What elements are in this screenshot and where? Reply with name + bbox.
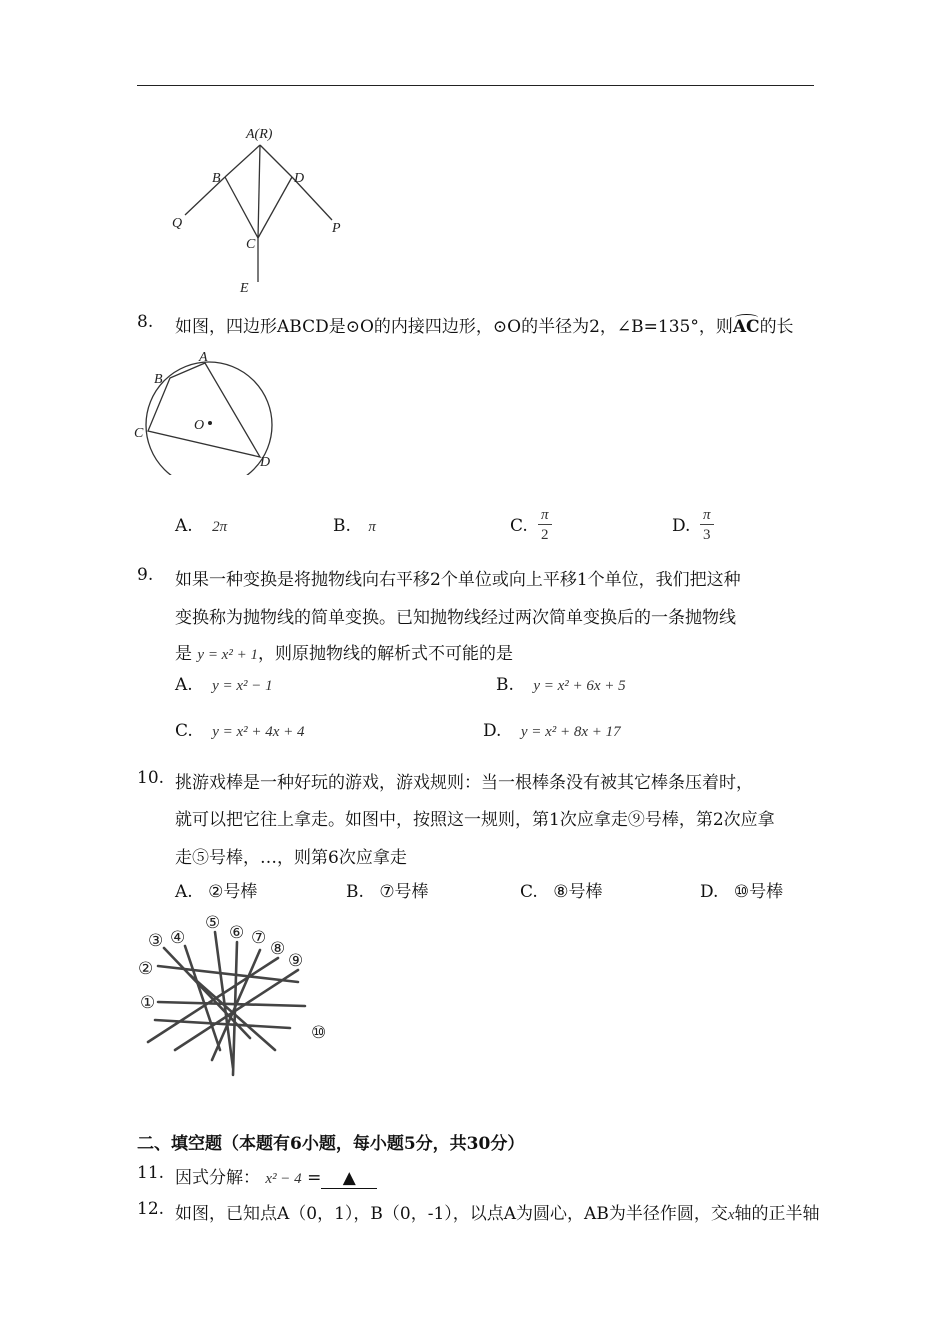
option-value: ⑧号棒 [553, 882, 603, 902]
q10-line-3: 走⑤号棒，…，则第6次应拿走 [175, 848, 407, 868]
stick-label-7: ⑦ [251, 928, 267, 948]
q8-option-d-letter: D. [672, 516, 691, 536]
option-letter: D. [700, 882, 719, 902]
option-value: 2π [212, 519, 228, 535]
q12-text-2: 轴的正半轴 [734, 1204, 820, 1224]
stick-2 [158, 966, 298, 982]
segment-ac [258, 145, 260, 238]
q8-text-before: 如图，四边形ABCD是⊙O的内接四边形，⊙O的半径为2，∠B=135°，则 [175, 317, 733, 337]
center-point-o [208, 421, 212, 425]
option-letter: B. [496, 675, 514, 695]
q9-option-a [175, 675, 273, 695]
stick-label-5: ⑤ [205, 913, 221, 933]
q10-number: 10. [137, 768, 165, 788]
fraction-denominator: 3 [703, 527, 711, 543]
label-p: P [332, 221, 341, 236]
option-value: ②号棒 [208, 882, 258, 902]
section-2-title: 二、填空题（本题有6小题，每小题5分，共30分） [137, 1134, 525, 1154]
q9-line3-pre: 是 [175, 644, 192, 664]
q9-line-3 [175, 639, 513, 664]
q8-option-a [175, 516, 227, 536]
q10-option-c [520, 877, 602, 902]
q8-option-b [333, 516, 376, 536]
q11-number: 11. [137, 1163, 165, 1183]
q11-text: 因式分解： [175, 1168, 260, 1188]
label-b: B [212, 171, 221, 186]
q9-option-b [496, 675, 626, 695]
option-letter: D. [483, 721, 502, 741]
q8-arc-label: AC [732, 317, 760, 337]
q10-line-2: 就可以把它往上拿走。如图中，按照这一规则，第1次应拿走⑨号棒，第2次应拿 [175, 810, 775, 830]
stick-label-2: ② [138, 959, 154, 979]
fraction-denominator: 2 [541, 527, 549, 543]
q9-option-c [175, 721, 305, 741]
q9-option-d [483, 721, 621, 741]
option-letter: A. [175, 675, 193, 695]
circle-o [146, 362, 272, 475]
label-b: B [154, 372, 163, 387]
option-math: y = x² − 1 [212, 678, 273, 694]
q11-answer-blank[interactable] [321, 1168, 377, 1189]
q12-x-variable: x [727, 1207, 735, 1223]
stick-label-10: ⑩ [311, 1023, 327, 1043]
fraction-numerator: π [538, 506, 552, 525]
option-letter: B. [333, 516, 351, 536]
triangle-icon: ▲ [342, 1168, 356, 1188]
q9-number: 9. [137, 565, 154, 585]
segment-ab [225, 145, 260, 177]
label-c: C [134, 426, 144, 441]
stick-label-4: ④ [170, 928, 186, 948]
option-letter: A. [175, 882, 193, 902]
label-o: O [194, 418, 205, 433]
q12-text: 如图，已知点A（0，1），B（0，-1），以点A为圆心，AB为半径作圆，交 [175, 1204, 728, 1224]
stick-label-3: ③ [148, 931, 164, 951]
option-value: ⑩号棒 [733, 882, 784, 902]
segment-ad [260, 145, 292, 177]
header-rule [137, 85, 814, 86]
q9-line3-math: y = x² + 1 [197, 647, 258, 663]
q10-line-1: 挑游戏棒是一种好玩的游戏，游戏规则：当一根棒条没有被其它棒条压着时， [175, 773, 753, 793]
option-letter: C. [520, 882, 538, 902]
q9-line-2: 变换称为抛物线的简单变换。已知抛物线经过两次简单变换后的一条抛物线 [175, 608, 736, 628]
q8-option-c-letter: C. [510, 516, 528, 536]
q11-math: x² − 4 [265, 1171, 302, 1187]
segment-bc [225, 177, 258, 238]
label-c: C [246, 237, 256, 252]
figure-q10-sticks [130, 910, 350, 1085]
q8-stem [175, 312, 794, 337]
stick-label-8: ⑧ [270, 939, 286, 959]
label-d: D [260, 455, 271, 470]
q9-line3-post: ，则原抛物线的解析式不可能的是 [257, 644, 513, 664]
fraction-numerator: π [700, 506, 714, 525]
q9-line-1: 如果一种变换是将抛物线向右平移2个单位或向上平移1个单位，我们把这种 [175, 570, 741, 590]
q12-stem [175, 1199, 820, 1224]
option-math: y = x² + 6x + 5 [533, 678, 626, 694]
q11-stem [175, 1163, 377, 1189]
option-letter: C. [175, 721, 193, 741]
quadrilateral-abcd [148, 363, 260, 457]
label-q: Q [172, 216, 183, 231]
stick-1 [158, 1002, 305, 1006]
label-d: D [294, 171, 305, 186]
q8-option-c-fraction [538, 506, 552, 545]
option-letter: B. [346, 882, 364, 902]
q11-equals: = [307, 1168, 322, 1188]
option-math: y = x² + 8x + 17 [520, 724, 621, 740]
stick-label-9: ⑨ [288, 951, 304, 971]
option-letter: A. [175, 516, 193, 536]
q8-option-d-fraction [700, 506, 714, 545]
option-math: y = x² + 4x + 4 [212, 724, 305, 740]
q10-option-d [700, 877, 783, 902]
q8-number: 8. [137, 312, 154, 332]
stick-label-1: ① [140, 993, 156, 1013]
stick-label-6: ⑥ [229, 923, 245, 943]
figure-q7 [160, 120, 360, 300]
segment-dc [258, 177, 292, 238]
q10-option-b [346, 877, 429, 902]
figure-q8 [130, 345, 280, 475]
option-value: ⑦号棒 [379, 882, 429, 902]
q8-text-after: 的长 [759, 317, 794, 337]
label-a: A(R) [246, 127, 273, 142]
option-value: π [368, 519, 376, 535]
label-a: A [199, 350, 208, 365]
q12-number: 12. [137, 1199, 165, 1219]
label-e: E [240, 281, 249, 296]
q10-option-a [175, 877, 257, 902]
